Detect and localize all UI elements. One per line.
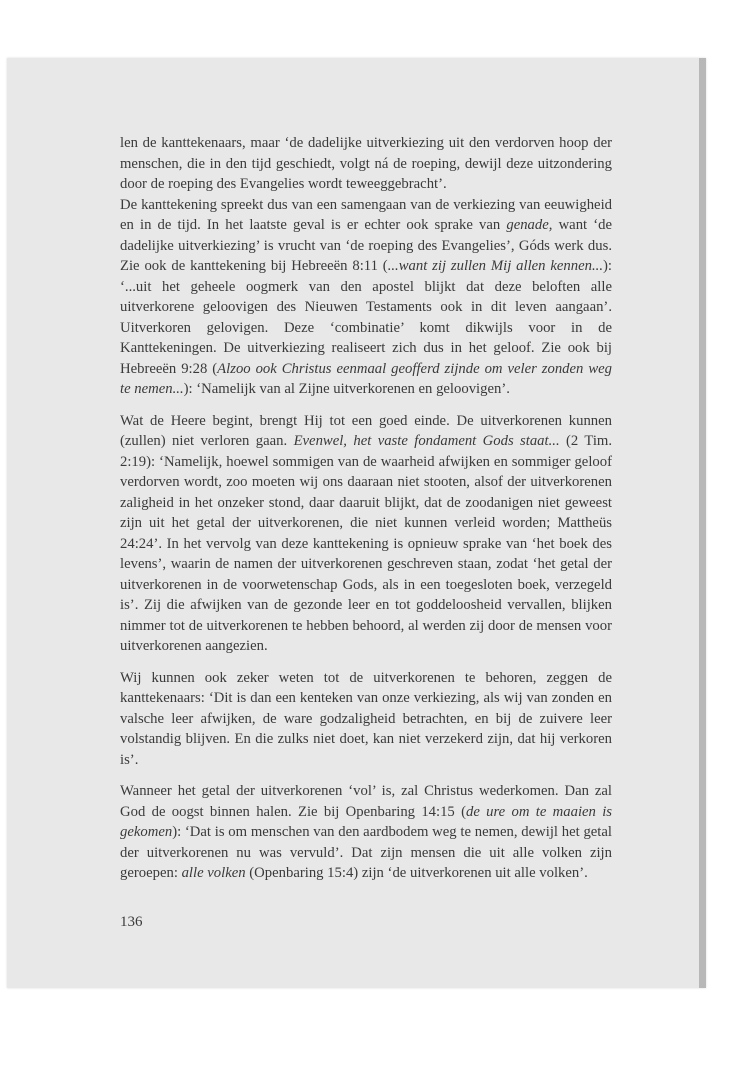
paragraph-2: De kanttekening spreekt dus van een samengaan van de verkiezing van eeuwigheid en in de tijd. In het laatste geval is er echter ook sprake van genade, want ‘de dadelijke uitverkiezing’ is vrucht van ‘de roeping des Evangelies’, Góds werk dus. Zie ook de kanttekening bij Hebreeën 8:11 (...want zij zullen Mij allen kennen...): ‘...uit het geheele oogmerk van den apostel blijkt dat deze beloften alle uitverkorene geloovigen des Nieuwen Testaments ook in dit leven aangaan’. Uitverkoren gelovigen. Deze ‘combinatie’ komt dikwijls voor in de Kanttekeningen. De uitverkiezing realiseert zich dus in het geloof. Zie ook bij Hebreeën 9:28 (Alzoo ook Christus eenmaal geofferd zijnde om veler zonden weg te nemen...): ‘Namelijk van al Zijne uitverkorenen en geloovigen’. <box>120 196 612 397</box>
paragraph-3: Wat de Heere begint, brengt Hij tot een goed einde. De uitverkorenen kunnen (zullen) niet verloren gaan. Evenwel, het vaste fondament Gods staat... (2 Tim. 2:19): ‘Namelijk, hoewel sommigen van de waarheid afwijken en sommiger geloof verdorven wordt, zoo moeten wij ons daaraan niet stooten, alsof der uitverkorenen zaligheid in het onzeker stond, daar daaruit blijkt, dat de zoodanigen niet geweest zijn uit het getal der uitverkorenen, die niet kunnen verleid worden; Mattheüs 24:24’. In het vervolg van deze kanttekening is opnieuw sprake van ‘het boek des levens’, waarin de namen der uitverkorenen geschreven staan, zodat ‘het getal der uitverkorenen in de voorwetenschap Gods, als in een toegesloten boek, verzegeld is’. Zij die afwijken van de gezonde leer en tot goddeloosheid vervallen, blijken nimmer tot de uitverkorenen te hebben behoord, al werden zij door de mensen voor uitverkorenen aangezien. <box>120 412 612 654</box>
page-number: 136 <box>120 914 143 930</box>
paragraph-5: Wanneer het getal der uitverkorenen ‘vol’ is, zal Christus wederkomen. Dan zal God de oogst binnen halen. Zie bij Openbaring 14:15 (de ure om te maaien is gekomen): ‘Dat is om menschen van den aardbodem weg te nemen, dewijl het getal der uitverkorenen nu was vervuld’. Dat zijn mensen die uit alle volken zijn geroepen: alle volken (Openbaring 15:4) zijn ‘de uitverkorenen uit alle volken’. <box>120 783 612 881</box>
paragraph-4: Wij kunnen ook zeker weten tot de uitverkorenen te behoren, zeggen de kanttekenaars: ‘Dit is dan een kenteken van onze verkiezing, als wij van zonden en valsche leer afwijken, de ware godzaligheid betrachten, en bij de zuivere leer volstandig blijven. En die zulks niet doet, kan niet verzekerd zijn, dat hij verkoren is’. <box>120 669 612 768</box>
body-text <box>120 133 612 895</box>
page-edge <box>699 58 706 988</box>
paragraph-1: len de kanttekenaars, maar ‘de dadelijke uitverkiezing uit den verdorven hoop der menschen, die in den tijd geschiedt, volgt ná de roeping, dewijl deze uitzondering door de roeping des Evangelies wordt teweeggebracht’. <box>120 135 612 192</box>
